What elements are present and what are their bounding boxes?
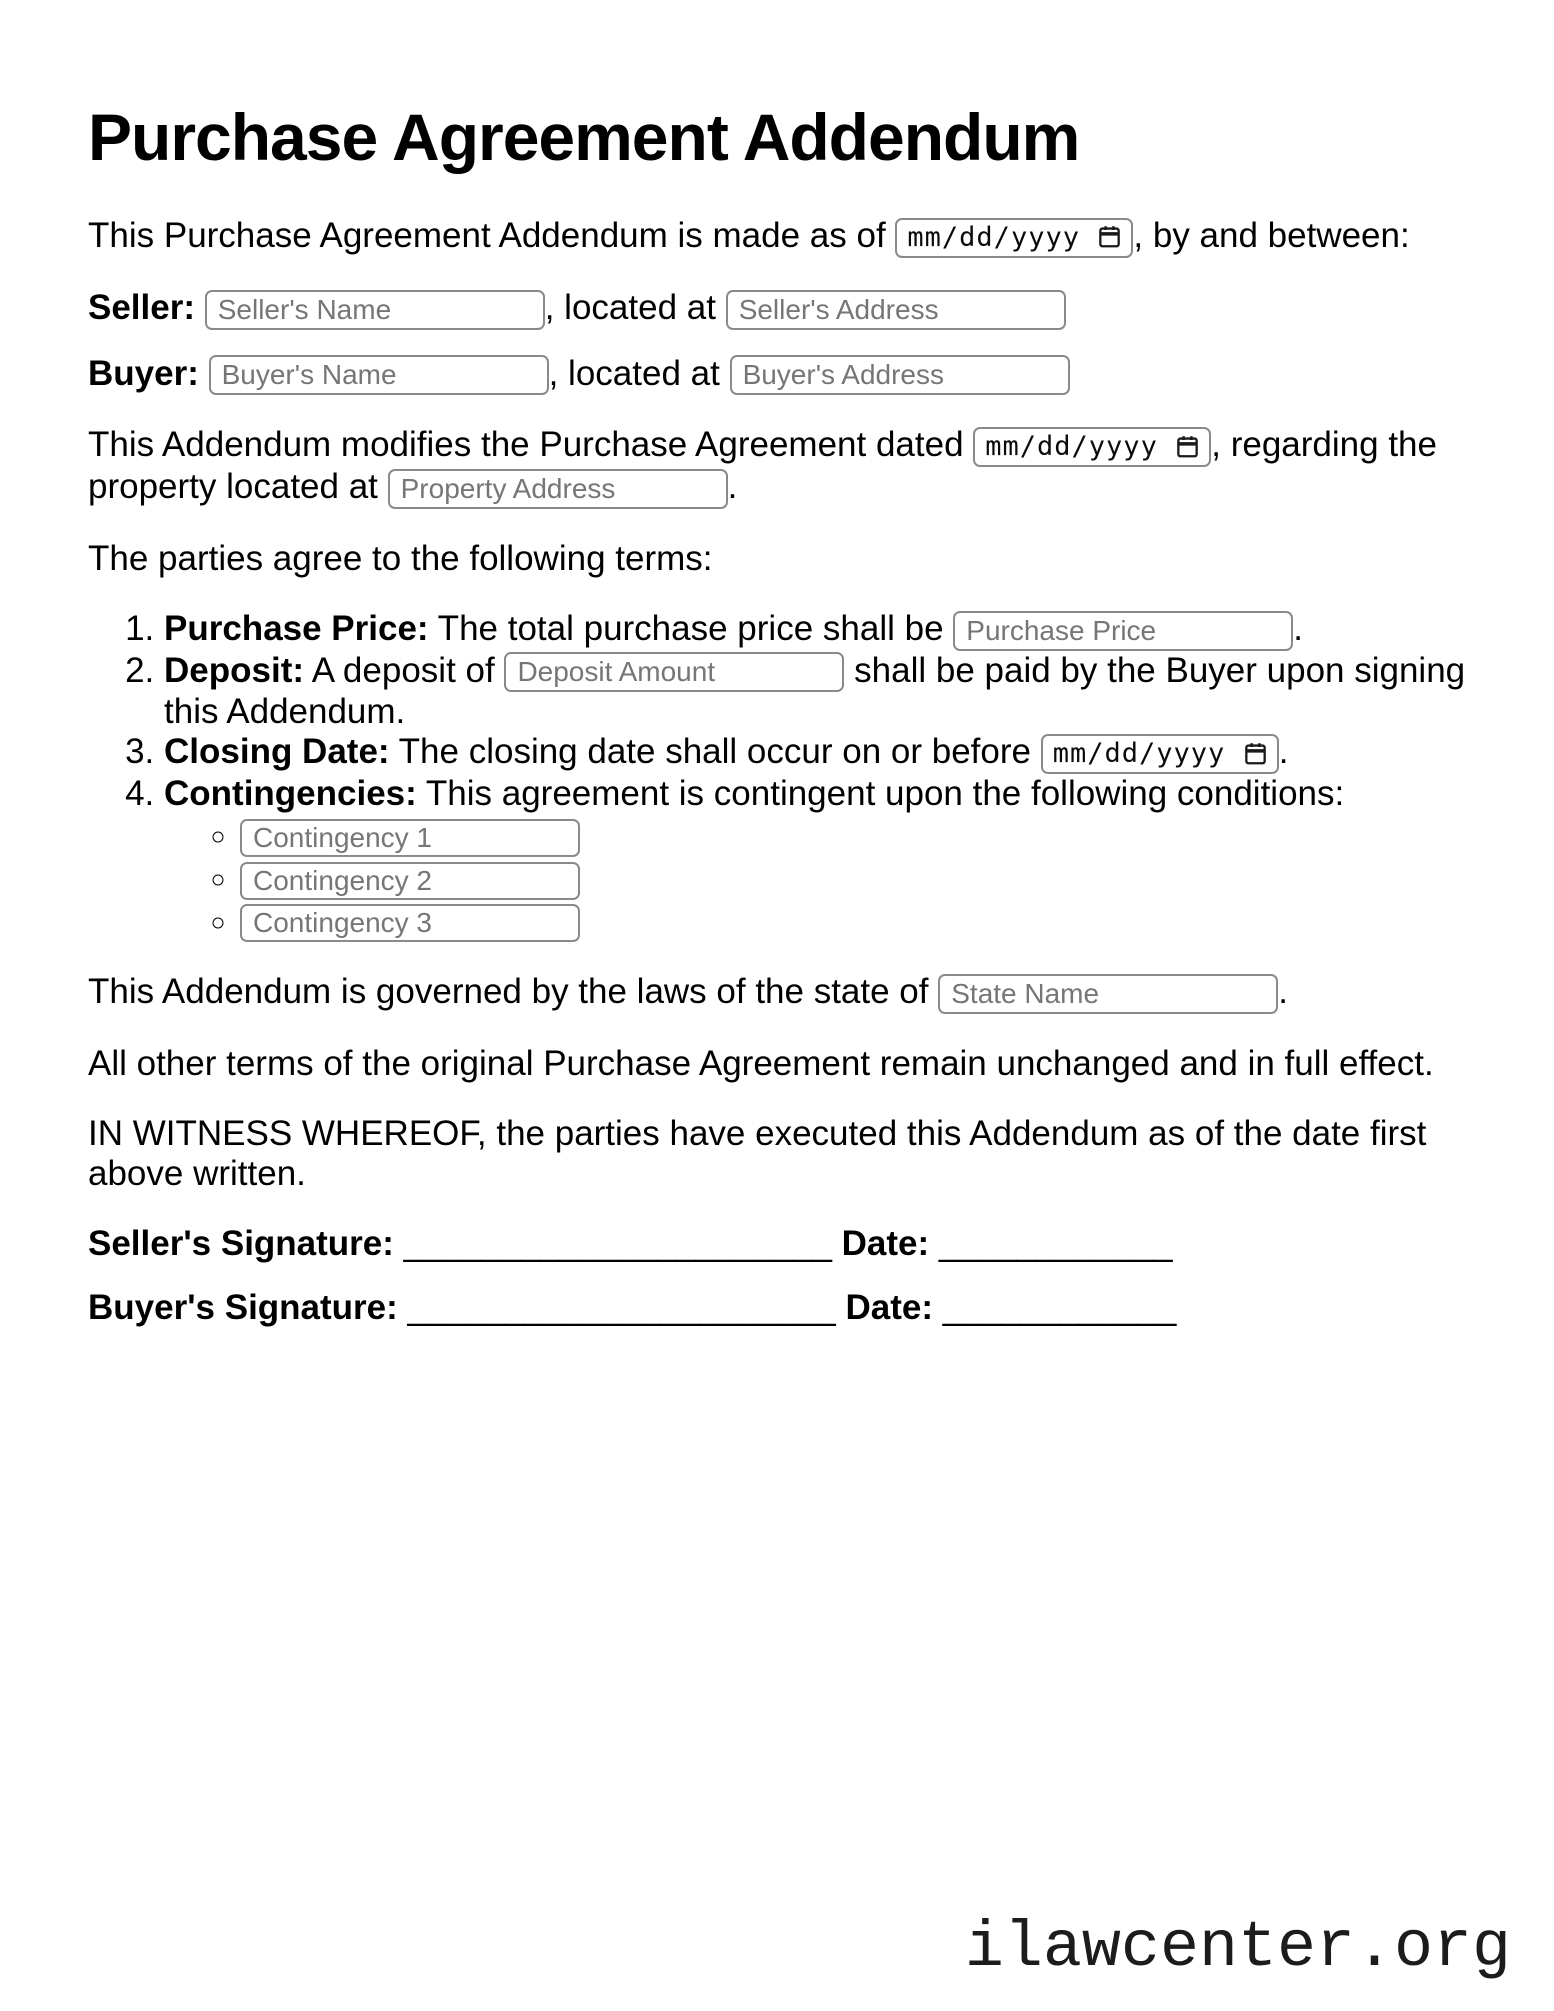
- original-agreement-date-input[interactable]: [973, 427, 1211, 467]
- agreement-date-input[interactable]: [895, 218, 1133, 258]
- term-text-after: shall be paid by the Buyer upon signing this Addendum.: [164, 650, 1466, 732]
- modifies-paragraph: [88, 425, 1494, 509]
- buyer-name-input[interactable]: [209, 355, 549, 395]
- term-text-after: .: [1278, 732, 1289, 772]
- term-text: A deposit of: [304, 650, 505, 690]
- calendar-icon[interactable]: [1097, 225, 1122, 250]
- page-title: Purchase Agreement Addendum: [88, 100, 1080, 174]
- date-label: Date:: [845, 1288, 934, 1327]
- buyer-signature-line: ______________________: [407, 1288, 836, 1327]
- closing-date-input[interactable]: [1041, 734, 1279, 774]
- calendar-icon[interactable]: [1243, 742, 1268, 767]
- buyer-mid-text: , located at: [548, 353, 730, 393]
- term-deposit: [164, 651, 1494, 733]
- seller-date-line: ____________: [938, 1224, 1173, 1263]
- seller-signature-line: ______________________: [403, 1224, 832, 1263]
- seller-label: Seller:: [88, 287, 195, 327]
- term-label: Contingencies:: [164, 774, 417, 813]
- calendar-icon[interactable]: [1175, 435, 1200, 460]
- buyer-row: [88, 354, 1494, 396]
- seller-name-input[interactable]: [205, 290, 545, 330]
- buyer-date-line: ____________: [942, 1288, 1177, 1327]
- contingency-item: [240, 902, 1494, 943]
- date-label: Date:: [841, 1224, 930, 1263]
- governing-text-before: This Addendum is governed by the laws of the state of: [88, 972, 939, 1012]
- intro-text-after: , by and between:: [1133, 216, 1410, 255]
- term-text: This agreement is contingent upon the following conditions:: [416, 774, 1345, 813]
- term-label: Purchase Price:: [164, 608, 429, 648]
- witness-line: IN WITNESS WHEREOF, the parties have executed this Addendum as of the date first above written.: [88, 1114, 1427, 1193]
- date-placeholder: mm/dd/yyyy: [985, 431, 1158, 462]
- property-address-input[interactable]: [388, 469, 728, 509]
- contingency-item: [240, 816, 1494, 857]
- purchase-price-input[interactable]: [953, 611, 1293, 651]
- seller-mid-text: , located at: [544, 287, 726, 327]
- contingency-item: [240, 859, 1494, 900]
- state-name-input[interactable]: [938, 974, 1278, 1014]
- agree-line: The parties agree to the following terms:: [88, 538, 713, 578]
- seller-signature-row: [88, 1224, 1494, 1264]
- deposit-amount-input[interactable]: [504, 652, 844, 692]
- contingency-2-input[interactable]: [240, 862, 580, 900]
- term-purchase-price: [164, 609, 1494, 651]
- date-placeholder: mm/dd/yyyy: [1052, 738, 1226, 769]
- term-closing-date: [164, 732, 1494, 774]
- contingency-3-input[interactable]: [240, 904, 580, 942]
- seller-address-input[interactable]: [726, 290, 1066, 330]
- buyer-signature-row: [88, 1288, 1494, 1328]
- contingency-1-input[interactable]: [240, 819, 580, 857]
- seller-signature-label: Seller's Signature:: [88, 1224, 394, 1263]
- buyer-label: Buyer:: [88, 353, 199, 393]
- contingencies-list: [164, 816, 1494, 942]
- governing-text-after: .: [1278, 972, 1288, 1012]
- governing-paragraph: [88, 972, 1494, 1014]
- buyer-signature-label: Buyer's Signature:: [88, 1288, 398, 1327]
- unchanged-line: All other terms of the original Purchase Agreement remain unchanged and in full effect.: [88, 1044, 1434, 1083]
- site-watermark: ilawcenter.org: [964, 1911, 1511, 1985]
- term-text-after: .: [1293, 608, 1303, 648]
- modifies-text-before: This Addendum modifies the Purchase Agreement dated: [88, 425, 974, 465]
- term-text: The total purchase price shall be: [428, 608, 954, 648]
- intro-paragraph: [88, 216, 1494, 258]
- modifies-text-after: .: [727, 467, 738, 506]
- terms-list: [88, 609, 1494, 943]
- buyer-address-input[interactable]: [730, 355, 1070, 395]
- term-text: The closing date shall occur on or before: [389, 732, 1041, 772]
- term-label: Closing Date:: [164, 732, 390, 772]
- seller-row: [88, 288, 1494, 330]
- term-label: Deposit:: [164, 650, 304, 690]
- term-contingencies: [164, 774, 1494, 942]
- intro-text-before: This Purchase Agreement Addendum is made as of: [88, 216, 896, 255]
- date-placeholder: mm/dd/yyyy: [907, 221, 1080, 253]
- modifies-text-mid: , regarding the property located at: [88, 425, 1437, 506]
